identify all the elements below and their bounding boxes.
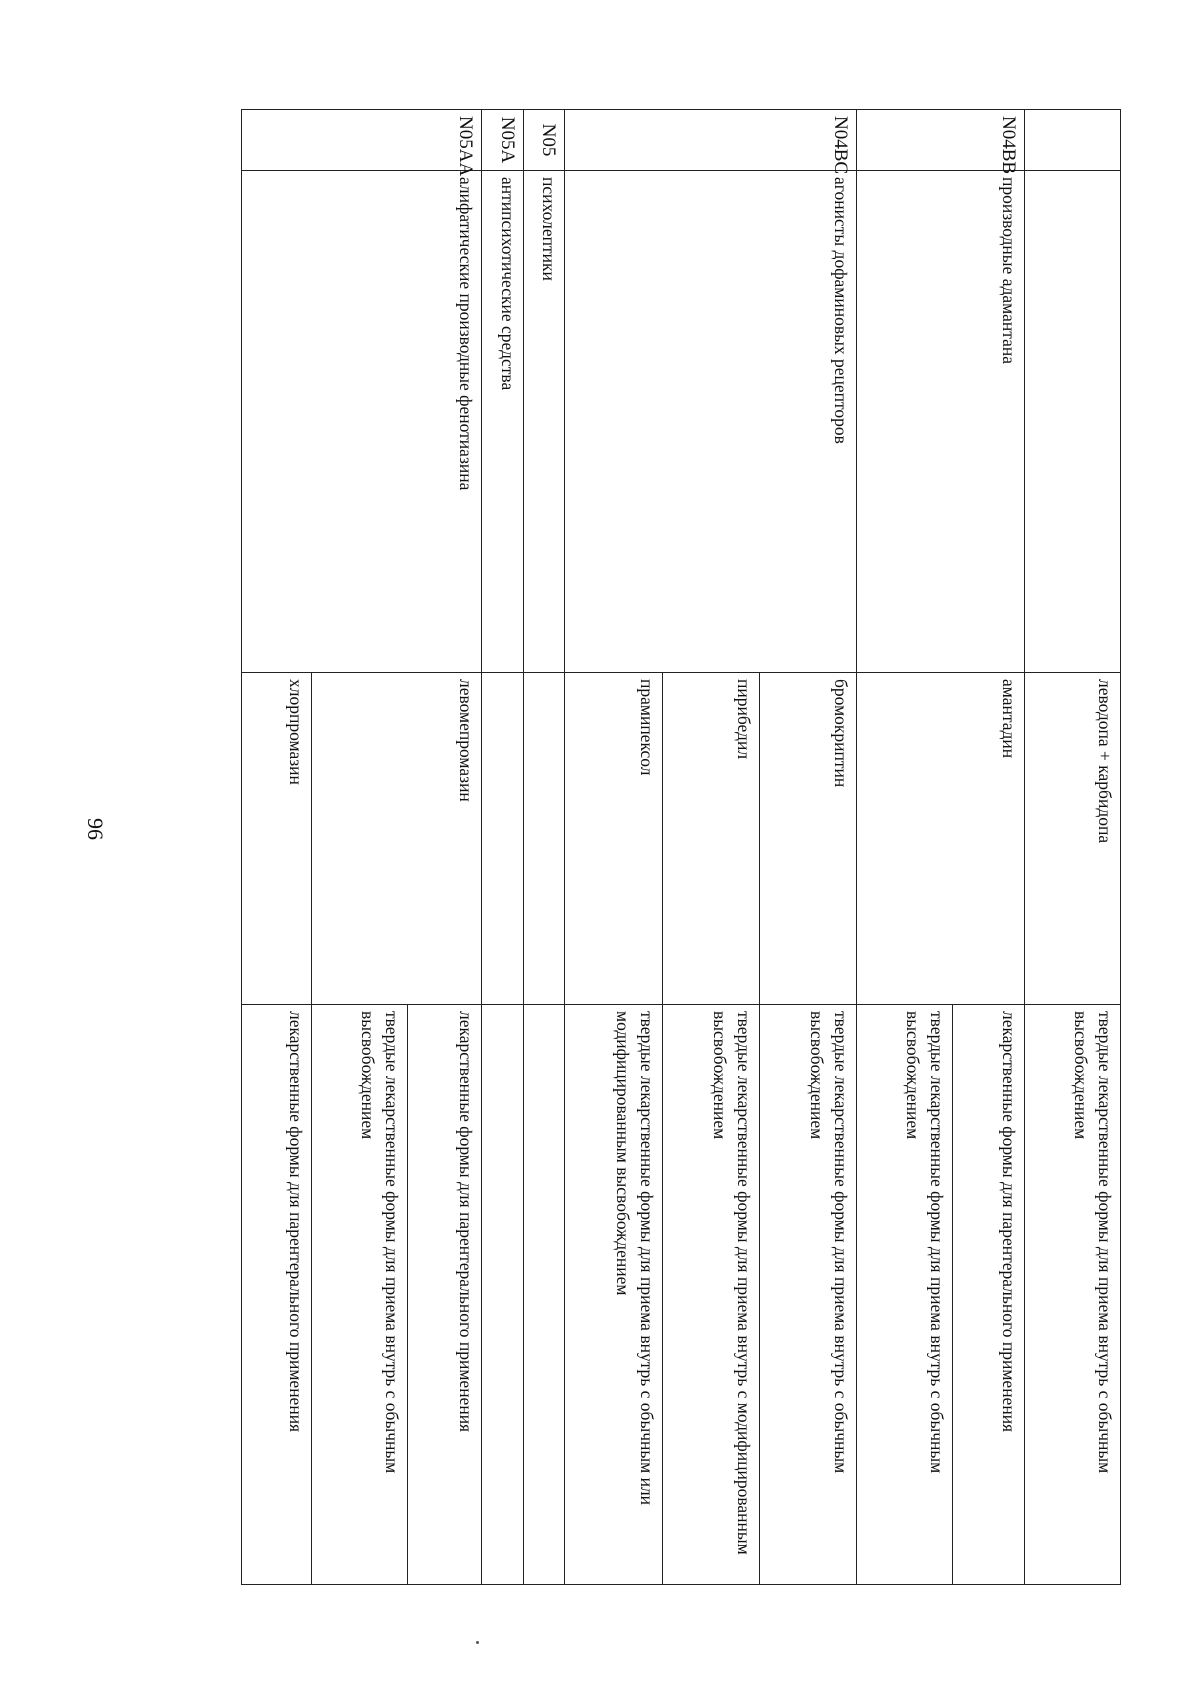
atc-code-cell: N04BB (857, 110, 1025, 171)
drug-cell (524, 673, 565, 1005)
dosage-form-cell: лекарственные формы для парентерального применения (953, 1005, 1025, 1585)
table-row (953, 110, 1025, 1585)
drug-cell: бромокриптин (760, 673, 857, 1005)
table-row (408, 110, 482, 1585)
drug-table-container (171, 109, 1121, 1584)
dosage-form-cell: лекарственные формы для парентерального применения (408, 1005, 482, 1585)
table-row (760, 110, 857, 1585)
scan-speck (476, 1641, 479, 1644)
group-cell (1025, 171, 1121, 673)
dosage-form-cell: твердые лекарственные формы для приема внутрь с обычным или модифицированным высвобождением (565, 1005, 663, 1585)
group-cell: алифатические производные фенотиазина (242, 171, 482, 673)
drug-cell (482, 673, 524, 1005)
dosage-form-cell: твердые лекарственные формы для приема внутрь с обычным высвобождением (312, 1005, 408, 1585)
atc-code-cell: N05AA (242, 110, 482, 171)
table-row (482, 110, 524, 1585)
dosage-form-cell: твердые лекарственные формы для приема внутрь с обычным высвобождением (760, 1005, 857, 1585)
atc-code-cell: N05A (482, 110, 524, 171)
drug-cell: леводопа + карбидопа (1025, 673, 1121, 1005)
dosage-form-cell: твердые лекарственные формы для приема внутрь с обычным высвобождением (1025, 1005, 1121, 1585)
group-cell: производные адамантана (857, 171, 1025, 673)
drug-cell: амантадин (857, 673, 1025, 1005)
atc-code-cell: N04BC (565, 110, 857, 171)
drug-table (241, 109, 1121, 1585)
dosage-form-cell (524, 1005, 565, 1585)
drug-cell: хлорпромазин (242, 673, 312, 1005)
page-number: 96 (83, 818, 108, 840)
drug-cell: прамипексол (565, 673, 663, 1005)
dosage-form-cell: лекарственные формы для парентерального применения (242, 1005, 312, 1585)
atc-code-cell (1025, 110, 1121, 171)
table-row (524, 110, 565, 1585)
group-cell: психолептики (524, 171, 565, 673)
drug-cell: левомепромазин (312, 673, 482, 1005)
drug-cell: пирибедил (663, 673, 760, 1005)
table-row (1025, 110, 1121, 1585)
group-cell: антипсихотические средства (482, 171, 524, 673)
group-cell: агонисты дофаминовых рецепторов (565, 171, 857, 673)
dosage-form-cell: твердые лекарственные формы для приема внутрь с модифицированным высвобождением (663, 1005, 760, 1585)
dosage-form-cell: твердые лекарственные формы для приема внутрь с обычным высвобождением (857, 1005, 953, 1585)
dosage-form-cell (482, 1005, 524, 1585)
atc-code-cell: N05 (524, 110, 565, 171)
